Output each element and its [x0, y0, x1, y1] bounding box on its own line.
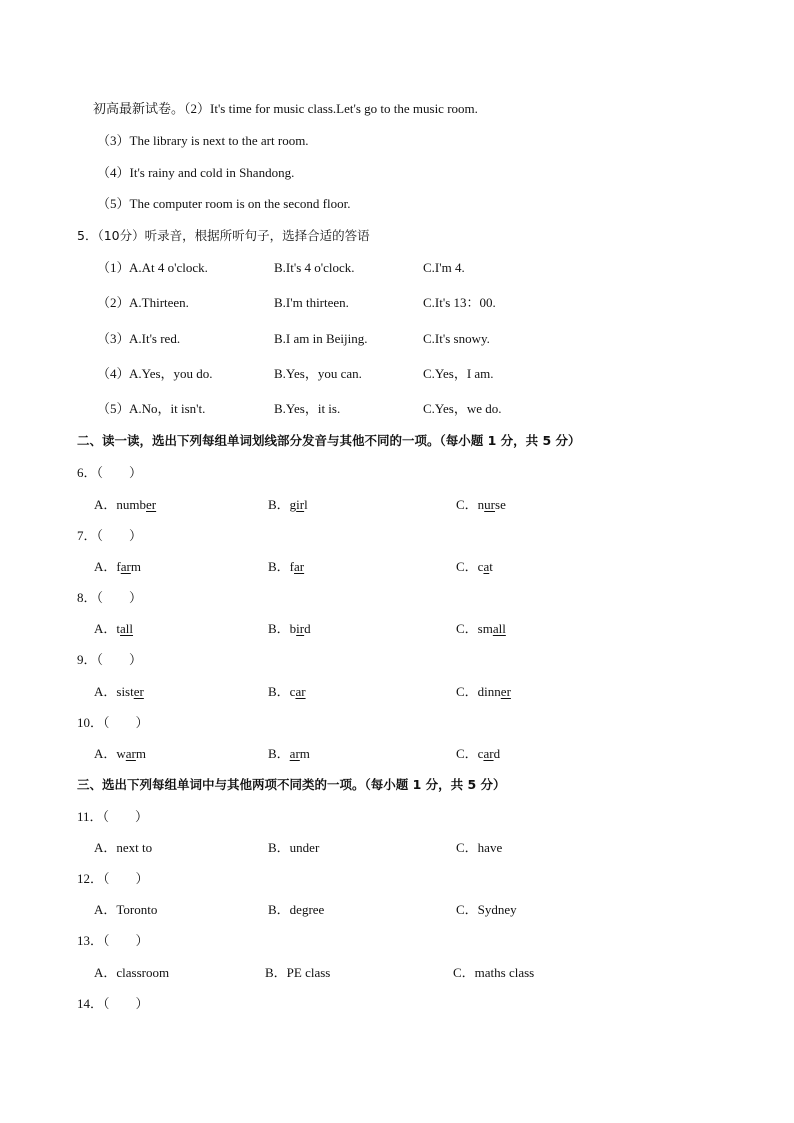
underlined-sound: all — [492, 621, 506, 636]
question-13-number: 13．（ ） — [77, 933, 149, 948]
question-6-number: 6．（ ） — [77, 465, 143, 480]
underlined-sound: ar — [483, 746, 494, 761]
section-2-title: 二、读一读，选出下列每组单词划线部分发音与其他不同的一项。（每小题 1 分，共 5 分） — [77, 433, 581, 448]
q13-option-a: A．classroom — [94, 965, 170, 980]
underlined-sound: a — [483, 559, 490, 574]
q5-option-b: B.It's 4 o'clock. — [274, 260, 355, 275]
q5-option-b: B.I am in Beijing. — [274, 331, 368, 346]
q5-row-number: （1） — [97, 260, 130, 275]
q9-option-c: C．dinner — [456, 684, 511, 699]
q8-option-c: C．small — [456, 621, 506, 636]
question-14-number: 14．（ ） — [77, 996, 149, 1011]
q5-row-number: （3） — [97, 331, 130, 346]
listening-sentence-4: （4）It's rainy and cold in Shandong. — [97, 165, 295, 180]
question-10-number: 10．（ ） — [77, 715, 149, 730]
q9-option-b: B．car — [268, 684, 306, 699]
q5-option-a: A.Yes，you do. — [129, 366, 213, 381]
underlined-sound: ar — [120, 559, 131, 574]
q9-option-a: A．sister — [94, 684, 144, 699]
q8-option-a: A．tall — [94, 621, 134, 636]
question-7-number: 7．（ ） — [77, 528, 143, 543]
q10-option-c: C．card — [456, 746, 501, 761]
underlined-sound: er — [146, 497, 157, 512]
q5-option-a: A.It's red. — [129, 331, 181, 346]
underlined-sound: ar — [289, 746, 300, 761]
listening-sentence-5: （5）The computer room is on the second floor. — [97, 196, 351, 211]
q7-option-c: C．cat — [456, 559, 493, 574]
q5-option-b: B.Yes，it is. — [274, 401, 341, 416]
underlined-sound: ir — [296, 497, 305, 512]
q5-row-number: （4） — [97, 366, 130, 381]
listening-sentence-3: （3）The library is next to the art room. — [97, 133, 309, 148]
question-12-number: 12．（ ） — [77, 871, 149, 886]
q11-option-c: C．have — [456, 840, 503, 855]
q5-option-a: A.Thirteen. — [129, 295, 189, 310]
q5-option-a: A.At 4 o'clock. — [129, 260, 208, 275]
underlined-sound: ir — [296, 621, 305, 636]
underlined-sound: ar — [294, 559, 305, 574]
question-8-number: 8．（ ） — [77, 590, 143, 605]
underlined-sound: ar — [295, 684, 306, 699]
q5-option-c: C.It's snowy. — [423, 331, 490, 346]
question-5-title: 5．（10分）听录音，根据所听句子，选择合适的答语 — [77, 228, 370, 243]
question-9-number: 9．（ ） — [77, 652, 143, 667]
underlined-sound: er — [133, 684, 144, 699]
section-3-title: 三、选出下列每组单词中与其他两项不同类的一项。（每小题 1 分，共 5 分） — [77, 777, 506, 792]
q6-option-a: A．number — [94, 497, 157, 512]
q6-option-b: B．girl — [268, 497, 308, 512]
underlined-sound: all — [120, 621, 134, 636]
q5-option-c: C.Yes，I am. — [423, 366, 494, 381]
q5-option-c: C.I'm 4. — [423, 260, 465, 275]
q11-option-b: B．under — [268, 840, 320, 855]
q12-option-b: B．degree — [268, 902, 325, 917]
listening-sentence-2: 初高最新试卷。（2）It's time for music class.Let's go to the music room. — [93, 101, 478, 116]
underlined-sound: ar — [125, 746, 136, 761]
q12-option-c: C．Sydney — [456, 902, 517, 917]
q6-option-c: C．nurse — [456, 497, 506, 512]
q5-option-a: A.No，it isn't. — [129, 401, 206, 416]
q5-option-b: B.I'm thirteen. — [274, 295, 349, 310]
q13-option-c: C．maths class — [453, 965, 535, 980]
q10-option-b: B．arm — [268, 746, 310, 761]
q13-option-b: B．PE class — [265, 965, 331, 980]
q7-option-a: A．farm — [94, 559, 141, 574]
q5-option-c: C.It's 13：00. — [423, 295, 496, 310]
q10-option-a: A．warm — [94, 746, 147, 761]
q5-option-c: C.Yes，we do. — [423, 401, 502, 416]
q5-option-b: B.Yes，you can. — [274, 366, 362, 381]
q12-option-a: A．Toronto — [94, 902, 158, 917]
q11-option-a: A．next to — [94, 840, 153, 855]
q5-row-number: （2） — [97, 295, 130, 310]
question-11-number: 11．（ ） — [77, 809, 149, 824]
underlined-sound: er — [500, 684, 511, 699]
q7-option-b: B．far — [268, 559, 305, 574]
underlined-sound: ur — [484, 497, 496, 512]
q5-row-number: （5） — [97, 401, 130, 416]
q8-option-b: B．bird — [268, 621, 311, 636]
